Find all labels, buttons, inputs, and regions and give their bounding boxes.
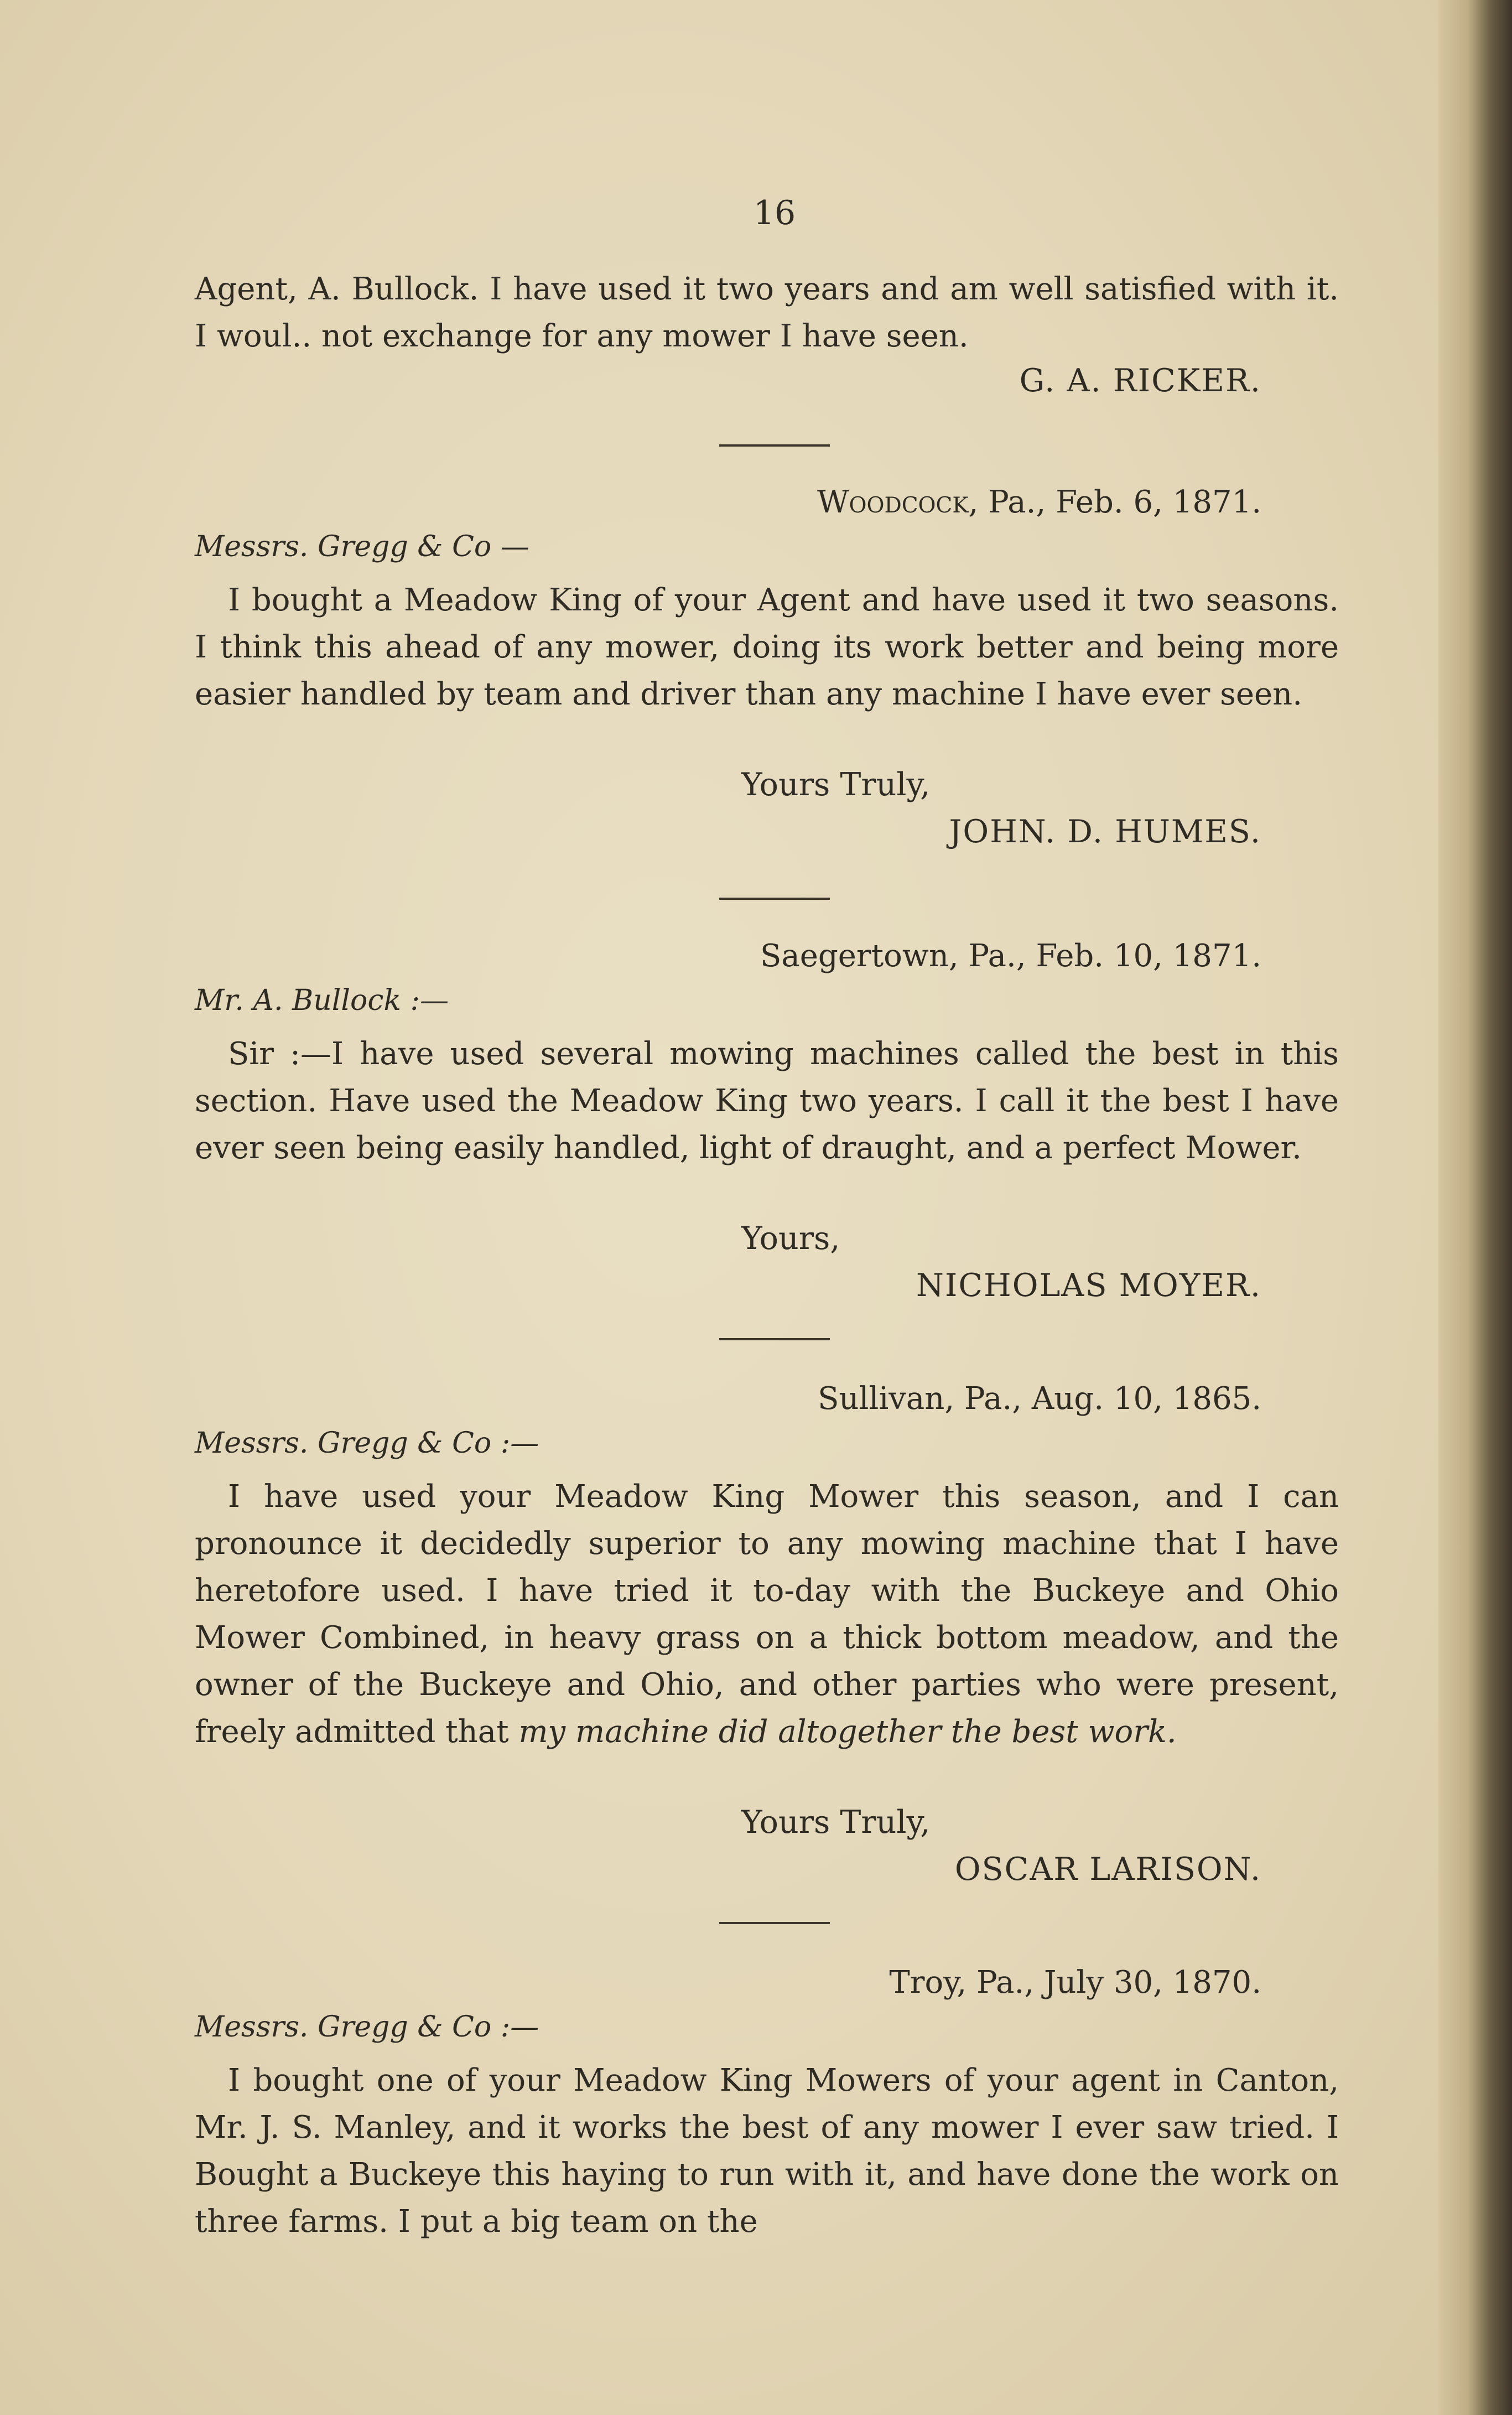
letter-4-body — [195, 1473, 1339, 1755]
letter-4-signature: OSCAR LARISON. — [954, 1851, 1261, 1888]
letter-4-closing: Yours Truly, — [741, 1804, 931, 1841]
letter-2-dateline-rest: , Pa., Feb. 6, 1871. — [968, 484, 1261, 520]
letter-3-signature: NICHOLAS MOYER. — [916, 1267, 1261, 1304]
letter-3-body: Sir :—I have used several mowing machines called the best in this section. Have used the Meadow King two years. I call it the best I have ever seen being easily handled, light of draught, and a perfect Mower. — [195, 1036, 1339, 1166]
letter-1-signature: G. A. RICKER. — [1019, 362, 1261, 399]
letter-1-body: Agent, A. Bullock. I have used it two years and am well satisfied with it. I woul.. not exchange for any mower I have seen. — [195, 271, 1339, 354]
letter-2-dateline — [817, 484, 1261, 520]
letter-4-dateline: Sullivan, Pa., Aug. 10, 1865. — [818, 1381, 1261, 1417]
letter-2-dateline-place: Woodcock — [817, 484, 969, 520]
section-divider — [719, 1338, 830, 1340]
letter-3-closing: Yours, — [741, 1220, 840, 1257]
section-divider — [719, 898, 830, 900]
letter-4-body-italic: my machine did altogether the best work. — [518, 1714, 1177, 1750]
page-number: 16 — [753, 194, 796, 232]
letter-2-signature: JOHN. D. HUMES. — [949, 813, 1261, 850]
letter-2-body: I bought a Meadow King of your Agent and have used it two seasons. I think this ahead of any mower, doing its work better and being more easier handled by team and driver than any machine I have ever seen. — [195, 582, 1339, 712]
letter-4-salutation: Messrs. Gregg & Co :— — [195, 1427, 539, 1460]
letter-2-salutation: Messrs. Gregg & Co — — [195, 530, 529, 563]
letter-5-salutation: Messrs. Gregg & Co :— — [195, 2010, 539, 2044]
letter-5-dateline: Troy, Pa., July 30, 1870. — [889, 1965, 1261, 2001]
section-divider — [719, 1922, 830, 1924]
letter-2-closing: Yours Truly, — [741, 766, 931, 803]
letter-3-salutation: Mr. A. Bullock :— — [195, 984, 449, 1017]
letter-3-dateline: Saegertown, Pa., Feb. 10, 1871. — [760, 938, 1261, 974]
section-divider — [719, 444, 830, 447]
letter-4-body-text: I have used your Meadow King Mower this season, and I can pronounce it decidedly superior to any mowing machine that I have heretofore used. I have tried it to-day with the Buckeye and Ohio Mower Combined, in heavy grass on a thick bottom meadow, and the owner of the Buckeye and Ohio, and other parties who were present, freely admitted that — [195, 1479, 1339, 1750]
book-spine-shadow — [1438, 0, 1512, 2415]
letter-5-body: I bought one of your Meadow King Mowers of your agent in Canton, Mr. J. S. Manley, and it works the best of any mower I ever saw tried. I Bought a Buckeye this haying to run with it, and have done the work on three farms. I put a big team on the — [195, 2062, 1339, 2240]
